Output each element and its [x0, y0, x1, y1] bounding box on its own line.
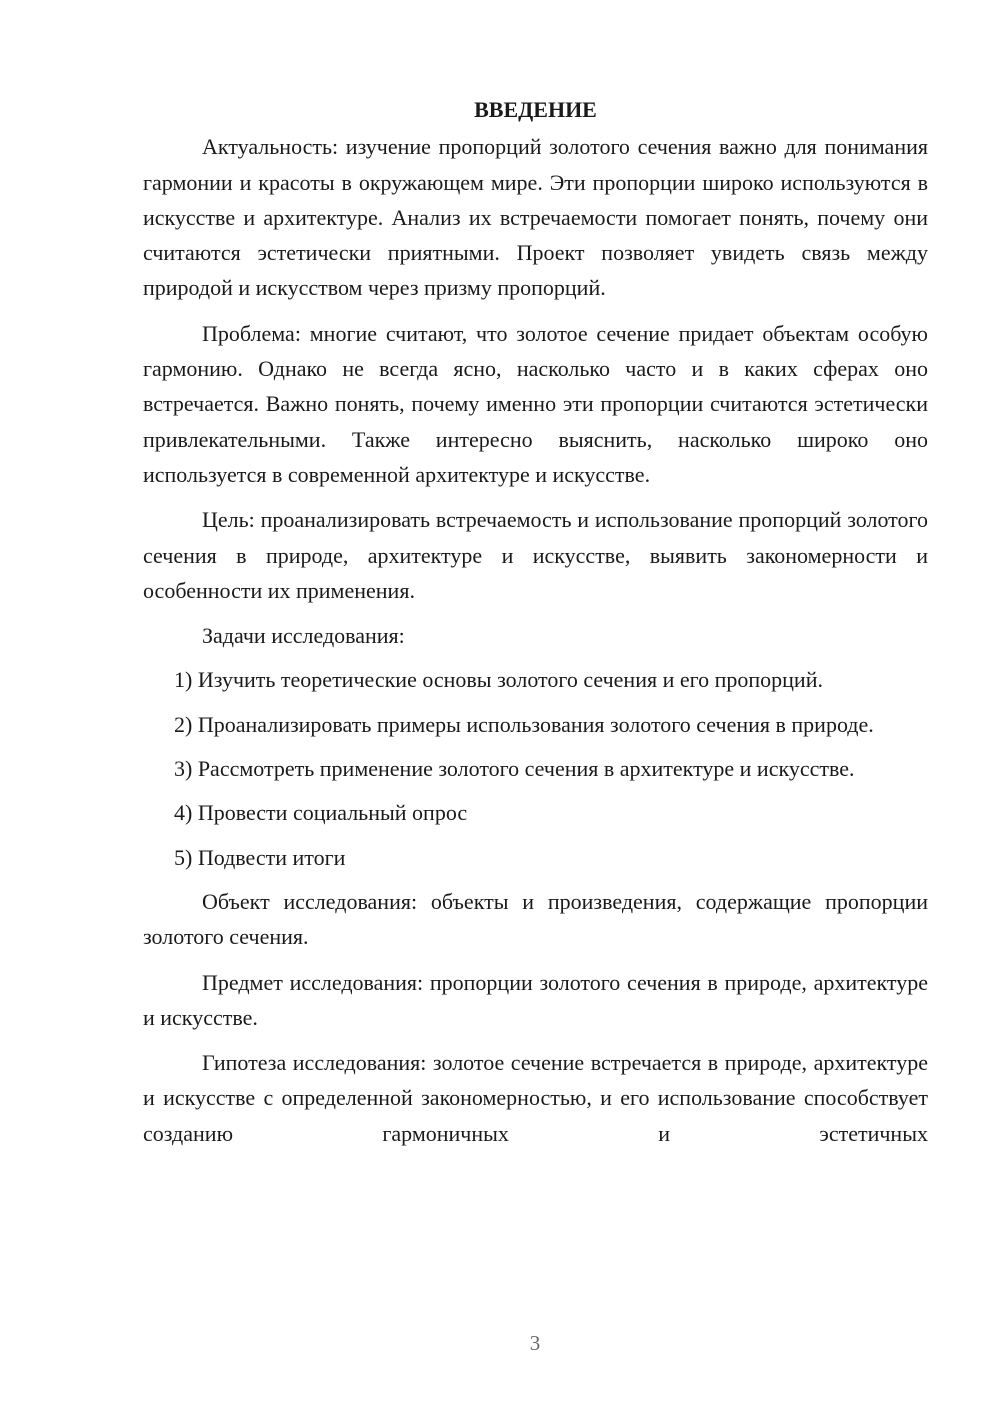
paragraph-object: Объект исследования: объекты и произведения, содержащие пропорции золотого сечения. [143, 888, 928, 950]
paragraph-tasks-heading: Задачи исследования: [202, 623, 405, 649]
page-title: ВВЕДЕНИЕ [474, 97, 597, 122]
task-item-1: 1) Изучить теоретические основы золотого сечения и его пропорций. [174, 667, 823, 693]
paragraph-relevance: Актуальность: изучение пропорций золотого сечения важно для понимания гармонии и красоты в окружающем мире. Эти пропорции широко используются в искусстве и архитектуре. Анализ их встречаемости помогает понять, почему они считаются эстетически приятными. Проект позволяет увидеть связь между природой и искусством через призму пропорций. [143, 134, 928, 301]
paragraph-subject: Предмет исследования: пропорции золотого сечения в природе, архитектуре и искусстве. [143, 969, 928, 1030]
document-body [143, 92, 928, 1161]
paragraph-problem: Проблема: многие считают, что золотое сечение придает объектам особую гармонию. Однако не всегда ясно, насколько часто и в каких сферах оно встречается. Важно понять, почему именно эти пропорции считаются эстетически привлекательными. Также интересно выяснить, насколько широко оно используется в современной архитектуре и искусстве. [143, 320, 928, 487]
task-item-2: 2) Проанализировать примеры использования золотого сечения в природе. [174, 711, 874, 737]
task-item-3: 3) Рассмотреть применение золотого сечения в архитектуре и искусстве. [174, 756, 855, 782]
paragraph-goal: Цель: проанализировать встречаемость и использование пропорций золотого сечения в природе, архитектуре и искусстве, выявить закономерности и особенности их применения. [143, 507, 928, 603]
task-item-5: 5) Подвести итоги [174, 844, 346, 870]
task-item-4: 4) Провести социальный опрос [174, 800, 468, 826]
paragraph-hypothesis: Гипотеза исследования: золотое сечение встречается в природе, архитектуре и искусстве с определенной закономерностью, и его использование способствует созданию гармоничных и эстетичных [143, 1050, 928, 1146]
page-number: 3 [529, 1331, 541, 1355]
